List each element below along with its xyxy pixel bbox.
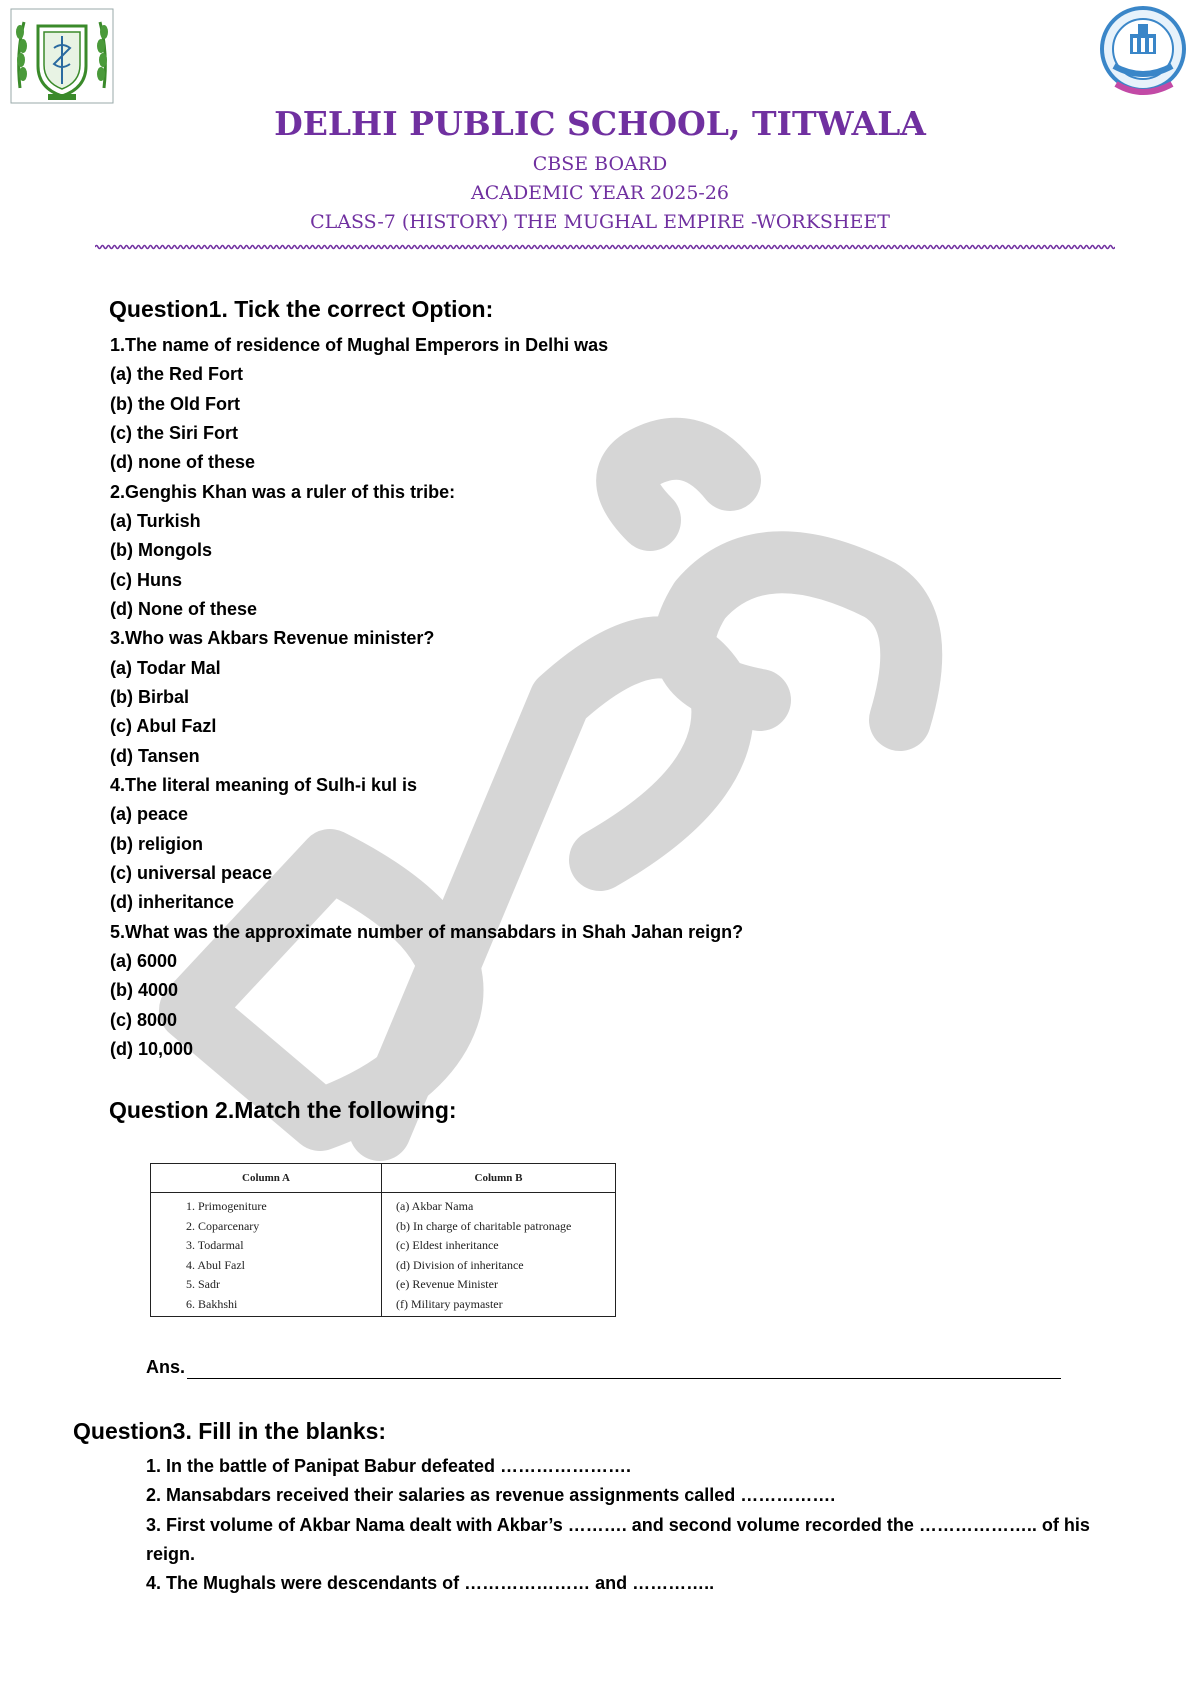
option-line: (d) Tansen: [110, 745, 200, 766]
blank-item: 2. Mansabdars received their salaries as revenue assignments called …………….: [146, 1485, 836, 1506]
column-b-item: (c) Eldest inheritance: [396, 1238, 499, 1252]
answer-label: Ans.: [146, 1357, 186, 1377]
column-a-item: 2. Coparcenary: [186, 1218, 260, 1233]
option-line: (a) Turkish: [110, 510, 201, 531]
question1-heading: Question1. Tick the correct Option:: [109, 296, 494, 322]
option-line: 5.What was the approximate number of mansabdars in Shah Jahan reign?: [110, 921, 744, 942]
column-b-item: (b) In charge of charitable patronage: [396, 1218, 572, 1233]
school-name: DELHI PUBLIC SCHOOL, TITWALA: [274, 104, 926, 143]
answer-line[interactable]: [187, 1378, 1061, 1379]
column-b-item: (f) Military paymaster: [396, 1296, 503, 1311]
option-line: (b) 4000: [110, 980, 179, 1001]
question1-options: [110, 331, 743, 1064]
option-line: (b) Birbal: [110, 686, 189, 707]
column-b-item: (a) Akbar Nama: [396, 1199, 474, 1213]
academic-year: ACADEMIC YEAR 2025-26: [470, 182, 730, 204]
blank-item: 4. The Mughals were descendants of ………………… and …………..: [146, 1573, 715, 1594]
option-line: (b) the Old Fort: [110, 393, 240, 414]
column-b-item: (d) Division of inheritance: [396, 1257, 524, 1272]
question3-blanks: [146, 1452, 1106, 1599]
option-line: 3.Who was Akbars Revenue minister?: [110, 628, 435, 649]
option-line: (c) the Siri Fort: [110, 422, 239, 443]
option-line: 2.Genghis Khan was a ruler of this tribe:: [110, 481, 456, 502]
option-line: (c) universal peace: [110, 862, 273, 883]
option-line: (a) the Red Fort: [110, 364, 243, 385]
column-a: [151, 1164, 382, 1316]
option-line: (c) 8000: [110, 1009, 178, 1030]
match-table: [150, 1163, 616, 1317]
option-line: (d) None of these: [110, 598, 257, 619]
worksheet-title: CLASS-7 (HISTORY) THE MUGHAL EMPIRE -WORKSHEET: [310, 211, 890, 233]
option-line: (d) none of these: [110, 452, 255, 473]
column-b-items: [382, 1193, 615, 1314]
column-a-item: 6. Bakhshi: [186, 1296, 238, 1311]
blank-item: 1. In the battle of Panipat Babur defeated ………………….: [146, 1456, 632, 1476]
option-line: 1.The name of residence of Mughal Emperors in Delhi was: [110, 335, 609, 355]
board-name: CBSE BOARD: [532, 153, 668, 175]
column-a-header: Column A: [151, 1164, 381, 1193]
blank-item: 3. First volume of Akbar Nama dealt with Akbar’s ………. and second volume recorded the ……………….. of his reign.: [146, 1514, 1090, 1564]
option-line: (c) Huns: [110, 569, 182, 590]
option-line: (a) Todar Mal: [110, 657, 221, 678]
cbse-logo: [1092, 4, 1194, 100]
option-line: (a) peace: [110, 804, 189, 825]
column-a-item: 3. Todarmal: [186, 1238, 244, 1252]
column-a-item: 5. Sadr: [186, 1277, 220, 1291]
column-b-header: Column B: [382, 1164, 615, 1193]
header-divider: [95, 244, 1115, 250]
option-line: (d) 10,000: [110, 1038, 194, 1059]
column-a-item: 4. Abul Fazl: [186, 1257, 245, 1272]
question2-heading: Question 2.Match the following:: [109, 1097, 457, 1123]
question3-heading: Question3. Fill in the blanks:: [73, 1418, 387, 1444]
column-b-item: (e) Revenue Minister: [396, 1277, 498, 1291]
option-line: (c) Abul Fazl: [110, 716, 217, 737]
column-a-items: [151, 1193, 381, 1314]
option-line: (d) inheritance: [110, 892, 235, 913]
column-a-item: 1. Primogeniture: [186, 1199, 267, 1213]
dps-logo: [10, 8, 114, 104]
option-line: (a) 6000: [110, 950, 178, 971]
option-line: (b) Mongols: [110, 540, 212, 561]
option-line: (b) religion: [110, 833, 203, 854]
option-line: 4.The literal meaning of Sulh-i kul is: [110, 774, 418, 795]
column-b: [382, 1164, 615, 1316]
